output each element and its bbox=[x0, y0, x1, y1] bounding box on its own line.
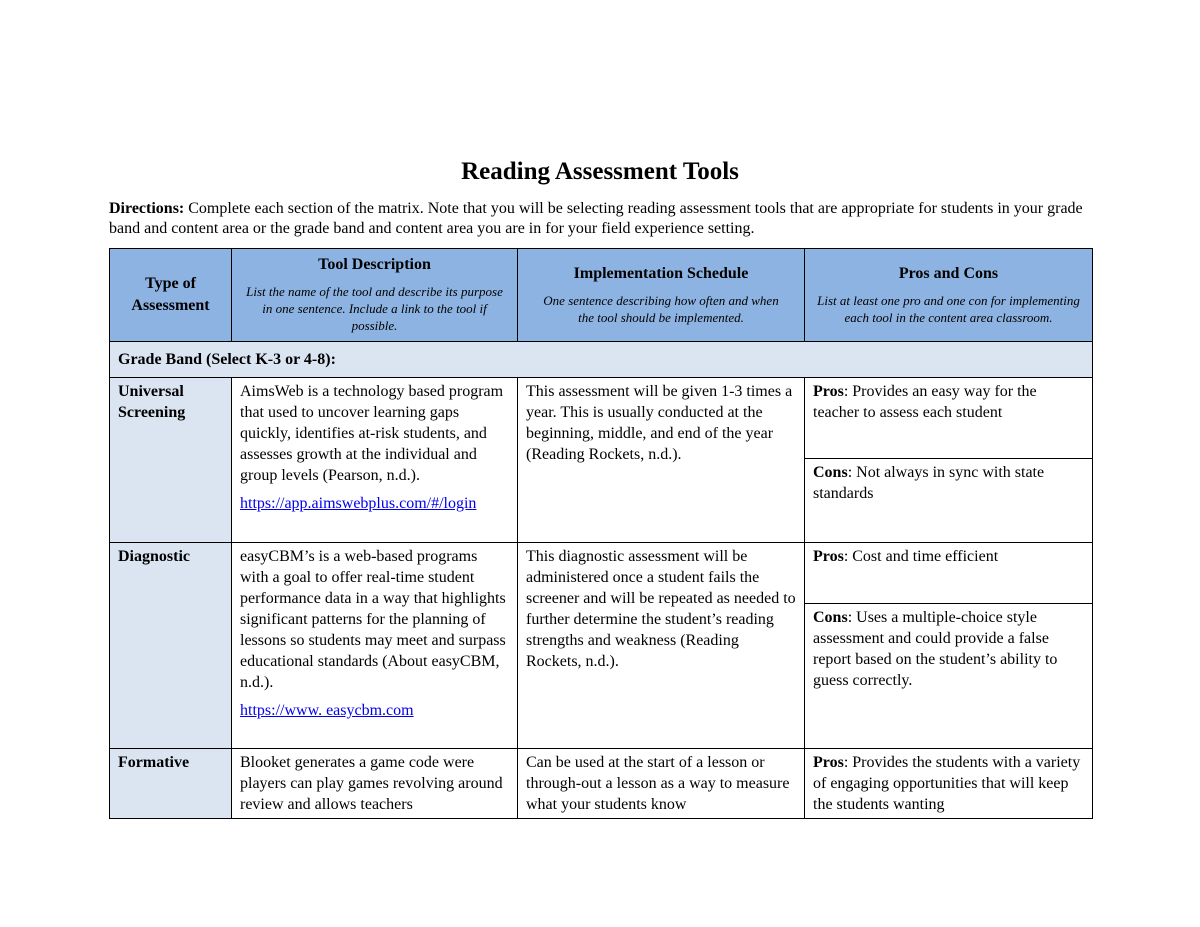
header-implementation-schedule-subtitle: One sentence describing how often and when the tool should be implemented. bbox=[543, 292, 779, 325]
pros-text: : Provides the students with a variety of engaging opportunities that will keep the students wanting bbox=[813, 754, 1081, 813]
header-tool-description bbox=[232, 249, 518, 342]
row-type: Diagnostic bbox=[110, 543, 232, 749]
row-description: Blooket generates a game code were players can play games revolving around review and allows teachers bbox=[232, 749, 518, 819]
header-tool-description-subtitle: List the name of the tool and describe its purpose in one sentence. Include a link to the tool if possible. bbox=[246, 284, 503, 333]
row-description bbox=[232, 378, 518, 543]
directions-text: Complete each section of the matrix. Note that you will be selecting reading assessment tools that are appropriate for students in your grade band and content area or the grade band and content area you are in for your field experience setting. bbox=[109, 200, 1083, 237]
pros-label: Pros bbox=[813, 754, 844, 771]
table-row bbox=[110, 378, 1093, 459]
assessment-matrix bbox=[109, 248, 1093, 819]
header-implementation-schedule-title: Implementation Schedule bbox=[573, 264, 749, 282]
row-description bbox=[232, 543, 518, 749]
pros-label: Pros bbox=[813, 548, 844, 565]
grade-band-row bbox=[110, 342, 1093, 378]
table-row bbox=[110, 749, 1093, 819]
cons-label: Cons bbox=[813, 464, 848, 481]
header-type bbox=[110, 249, 232, 342]
header-implementation-schedule bbox=[518, 249, 805, 342]
header-pros-cons-subtitle: List at least one pro and one con for implementing each tool in the content area classroom. bbox=[817, 292, 1080, 325]
pros-label: Pros bbox=[813, 383, 844, 400]
header-tool-description-title: Tool Description bbox=[318, 256, 431, 273]
row-cons bbox=[805, 604, 1093, 749]
description-text: easyCBM’s is a web-based programs with a goal to offer real-time student performance data in a way that highlights significant patterns for the planning of lessons so students may meet and surpass educational standards (About easyCBM, n.d.). bbox=[240, 548, 506, 691]
header-pros-cons bbox=[805, 249, 1093, 342]
header-row bbox=[110, 249, 1093, 342]
cons-label: Cons bbox=[813, 609, 848, 626]
directions-label: Directions: bbox=[109, 200, 185, 217]
row-type: Universal Screening bbox=[110, 378, 232, 543]
header-pros-cons-title: Pros and Cons bbox=[898, 264, 999, 282]
row-schedule: This diagnostic assessment will be administered once a student fails the screener and will be repeated as needed to further determine the student’s reading strengths and weakness (Reading Rockets, n.d.). bbox=[518, 543, 805, 749]
row-pros bbox=[805, 749, 1093, 819]
grade-band-label: Grade Band (Select K-3 or 4-8): bbox=[110, 342, 1093, 378]
tool-link[interactable]: https://app.aimswebplus.com/#/login bbox=[240, 495, 477, 512]
row-schedule: This assessment will be given 1-3 times a year. This is usually conducted at the beginning, middle, and end of the year (Reading Rockets, n.d.). bbox=[518, 378, 805, 543]
cons-text: : Uses a multiple-choice style assessment and could provide a false report based on the student’s ability to guess correctly. bbox=[813, 609, 1058, 689]
header-type-title: Type of Assessment bbox=[131, 275, 210, 314]
row-cons bbox=[805, 459, 1093, 543]
tool-link[interactable]: https://www. easycbm.com bbox=[240, 702, 414, 719]
table-row bbox=[110, 543, 1093, 604]
page-title: Reading Assessment Tools bbox=[461, 158, 739, 185]
directions-paragraph bbox=[109, 199, 1099, 239]
row-schedule: Can be used at the start of a lesson or through-out a lesson as a way to measure what your students know bbox=[518, 749, 805, 819]
row-type: Formative bbox=[110, 749, 232, 819]
pros-text: : Provides an easy way for the teacher to assess each student bbox=[813, 383, 1037, 421]
row-pros bbox=[805, 543, 1093, 604]
pros-text: : Cost and time efficient bbox=[843, 548, 999, 565]
cons-text: : Not always in sync with state standards bbox=[813, 464, 1045, 502]
row-pros bbox=[805, 378, 1093, 459]
description-text: AimsWeb is a technology based program that used to uncover learning gaps quickly, identifies at-risk students, and assesses growth at the individual and group levels (Pearson, n.d.). bbox=[240, 383, 504, 484]
